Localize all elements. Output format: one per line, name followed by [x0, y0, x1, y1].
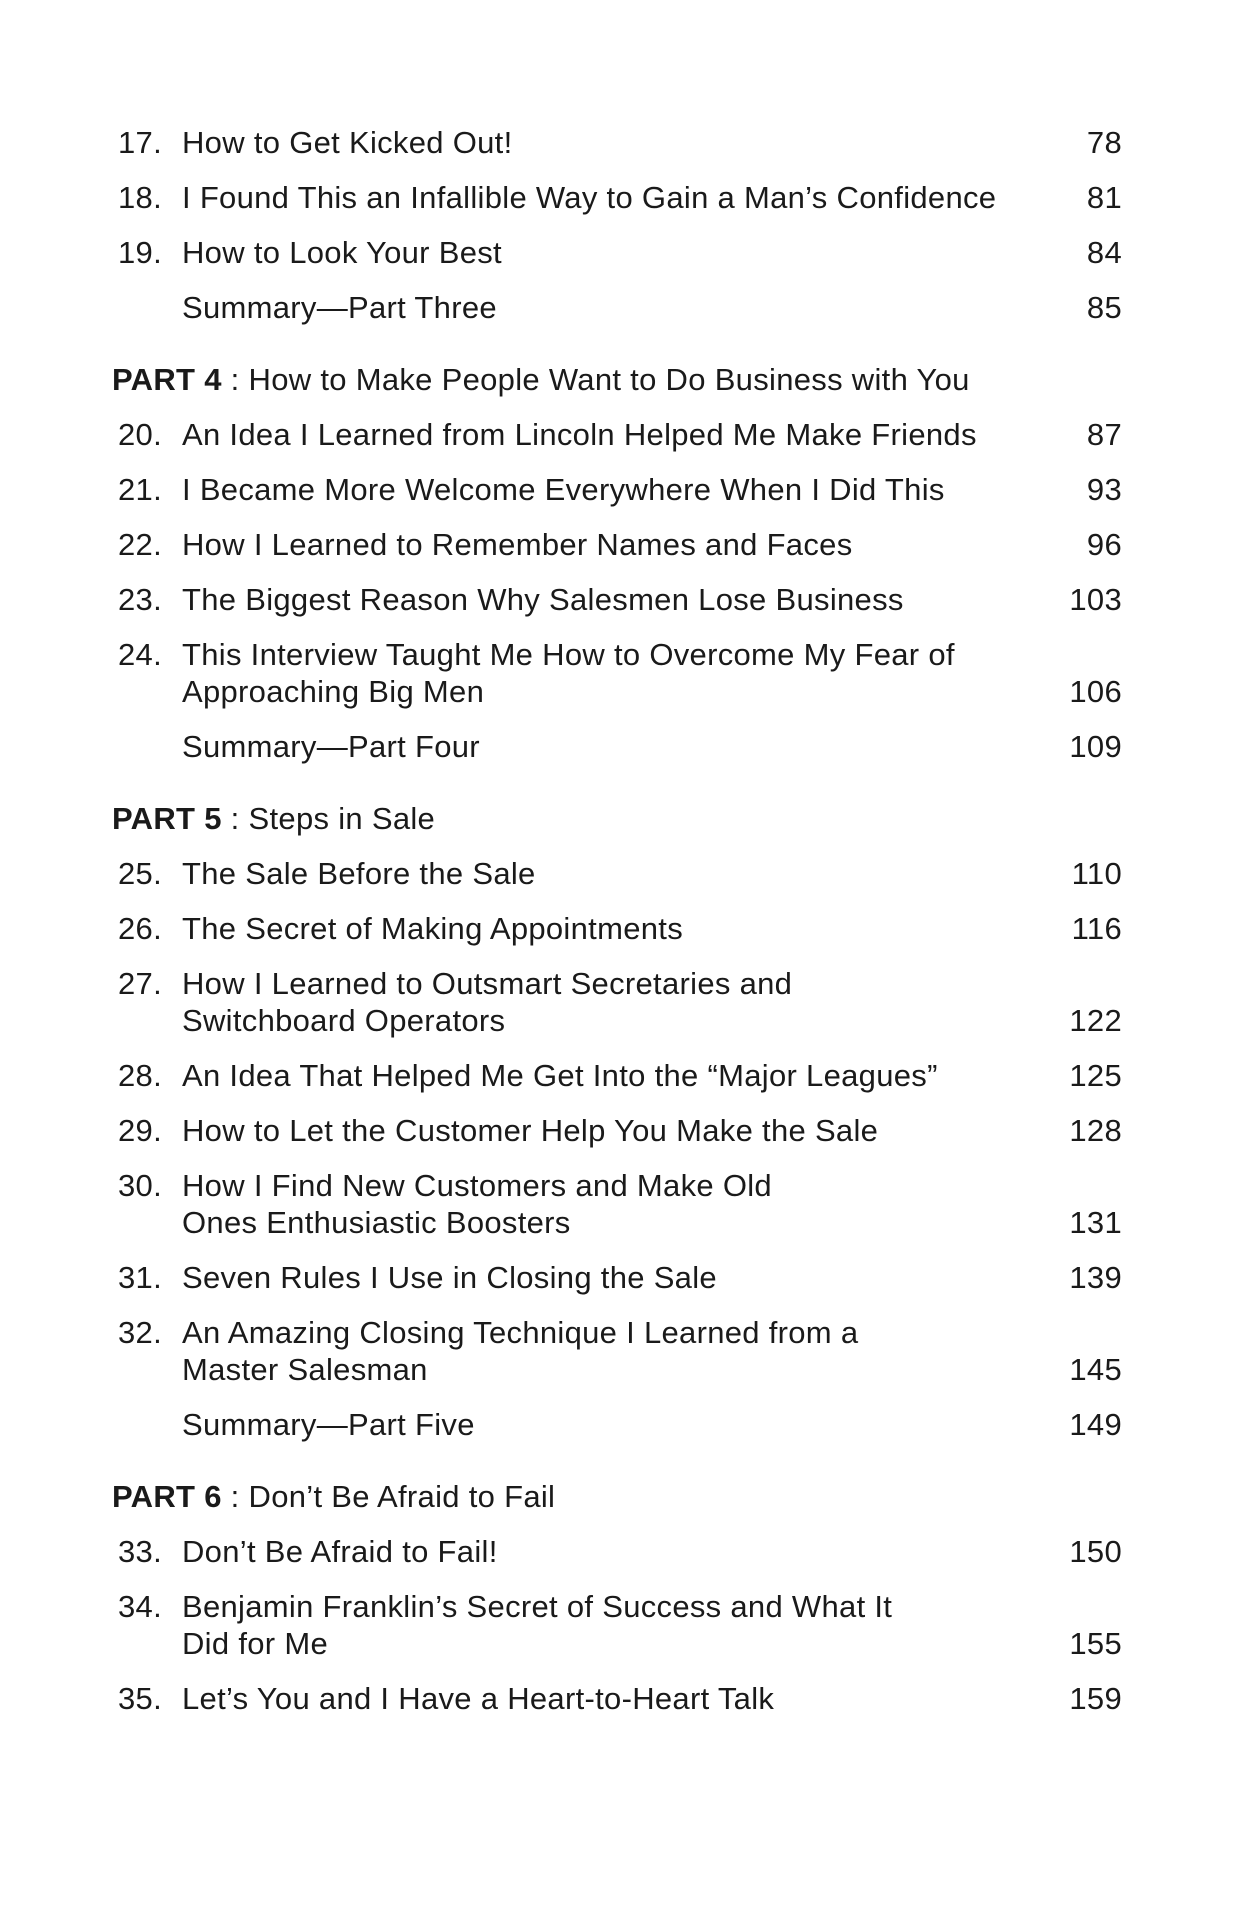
entry-number: 23. — [118, 582, 162, 617]
entry-page: 84 — [1086, 235, 1122, 270]
entry-page: 159 — [1069, 1681, 1122, 1716]
entry-title: Summary—Part Four — [182, 729, 480, 764]
entry-title: Seven Rules I Use in Closing the Sale — [182, 1260, 717, 1295]
entry-number: 31. — [118, 1260, 162, 1295]
entry-title: How to Look Your Best — [182, 235, 502, 270]
entry-title: An Idea That Helped Me Get Into the “Major Leagues” — [182, 1058, 938, 1093]
entry-number: 35. — [118, 1681, 162, 1716]
entry-page: 103 — [1069, 582, 1122, 617]
toc-entry — [112, 1314, 1122, 1388]
entry-number: 34. — [118, 1589, 162, 1624]
entry-number: 21. — [118, 472, 162, 507]
entry-title: How to Let the Customer Help You Make the Sale — [182, 1113, 879, 1148]
entry-title: Summary—Part Three — [182, 290, 497, 325]
toc-entry — [112, 581, 1122, 618]
entry-number: 22. — [118, 527, 162, 562]
toc-entry — [112, 1112, 1122, 1149]
entry-page: 150 — [1069, 1534, 1122, 1569]
entry-page: 110 — [1071, 856, 1122, 891]
toc-summary-entry — [112, 728, 1122, 765]
toc-entry — [112, 965, 1122, 1039]
part-title: Don’t Be Afraid to Fail — [248, 1479, 556, 1514]
table-of-contents — [112, 124, 1122, 1717]
entry-page: 139 — [1069, 1260, 1122, 1295]
entry-title: How to Get Kicked Out! — [182, 125, 513, 160]
toc-entry — [112, 1588, 1122, 1662]
entry-page: 149 — [1069, 1407, 1122, 1442]
toc-entry — [112, 234, 1122, 271]
entry-page: 85 — [1086, 290, 1122, 325]
entry-title: How I Learned to Remember Names and Faces — [182, 527, 853, 562]
entry-title: Benjamin Franklin’s Secret of Success and What It Did for Me — [182, 1589, 893, 1661]
entry-page: 109 — [1069, 729, 1122, 764]
entry-page: 116 — [1071, 911, 1122, 946]
entry-title: An Amazing Closing Technique I Learned from a Master Salesman — [182, 1315, 859, 1387]
part-label: PART 4 — [112, 362, 222, 397]
toc-summary-entry — [112, 289, 1122, 326]
part-heading — [112, 361, 1122, 398]
toc-entry — [112, 855, 1122, 892]
entry-title: This Interview Taught Me How to Overcome My Fear of Approaching Big Men — [182, 637, 955, 709]
toc-entry — [112, 471, 1122, 508]
entry-page: 106 — [1069, 674, 1122, 709]
entry-number: 29. — [118, 1113, 162, 1148]
entry-number: 27. — [118, 966, 162, 1001]
entry-title: The Sale Before the Sale — [182, 856, 536, 891]
toc-entry — [112, 636, 1122, 710]
part-separator: : — [230, 801, 240, 836]
entry-title: Summary—Part Five — [182, 1407, 475, 1442]
entry-title: The Biggest Reason Why Salesmen Lose Business — [182, 582, 904, 617]
toc-entry — [112, 1057, 1122, 1094]
entry-page: 93 — [1086, 472, 1122, 507]
entry-number: 24. — [118, 637, 162, 672]
toc-summary-entry — [112, 1406, 1122, 1443]
part-title: Steps in Sale — [248, 801, 436, 836]
entry-number: 26. — [118, 911, 162, 946]
entry-number: 25. — [118, 856, 162, 891]
entry-number: 18. — [118, 180, 162, 215]
entry-number: 32. — [118, 1315, 162, 1350]
entry-page: 81 — [1086, 180, 1122, 215]
entry-number: 19. — [118, 235, 162, 270]
entry-page: 131 — [1069, 1205, 1122, 1240]
part-heading — [112, 800, 1122, 837]
entry-page: 155 — [1069, 1626, 1122, 1661]
entry-number: 33. — [118, 1534, 162, 1569]
toc-entry — [112, 1167, 1122, 1241]
toc-entry — [112, 1680, 1122, 1717]
toc-entry — [112, 1259, 1122, 1296]
toc-entry — [112, 124, 1122, 161]
part-separator: : — [230, 362, 240, 397]
entry-title: An Idea I Learned from Lincoln Helped Me Make Friends — [182, 417, 977, 452]
entry-number: 20. — [118, 417, 162, 452]
toc-entry — [112, 526, 1122, 563]
entry-title: The Secret of Making Appointments — [182, 911, 683, 946]
entry-title: Don’t Be Afraid to Fail! — [182, 1534, 498, 1569]
toc-entry — [112, 416, 1122, 453]
entry-title: How I Learned to Outsmart Secretaries and Switchboard Operators — [182, 966, 793, 1038]
entry-number: 28. — [118, 1058, 162, 1093]
entry-page: 128 — [1069, 1113, 1122, 1148]
toc-entry — [112, 179, 1122, 216]
entry-page: 78 — [1086, 125, 1122, 160]
entry-page: 122 — [1069, 1003, 1122, 1038]
entry-page: 145 — [1069, 1352, 1122, 1387]
entry-title: Let’s You and I Have a Heart-to-Heart Talk — [182, 1681, 775, 1716]
entry-number: 17. — [118, 125, 162, 160]
toc-entry — [112, 910, 1122, 947]
entry-number: 30. — [118, 1168, 162, 1203]
part-separator: : — [230, 1479, 240, 1514]
entry-page: 125 — [1069, 1058, 1122, 1093]
part-label: PART 6 — [112, 1479, 222, 1514]
toc-entry — [112, 1533, 1122, 1570]
entry-title: I Found This an Infallible Way to Gain a Man’s Confidence — [182, 180, 997, 215]
entry-page: 96 — [1086, 527, 1122, 562]
entry-title: How I Find New Customers and Make Old Ones Enthusiastic Boosters — [182, 1168, 772, 1240]
part-heading — [112, 1478, 1122, 1515]
part-title: How to Make People Want to Do Business with You — [248, 362, 970, 397]
entry-page: 87 — [1086, 417, 1122, 452]
entry-title: I Became More Welcome Everywhere When I Did This — [182, 472, 945, 507]
part-label: PART 5 — [112, 801, 222, 836]
